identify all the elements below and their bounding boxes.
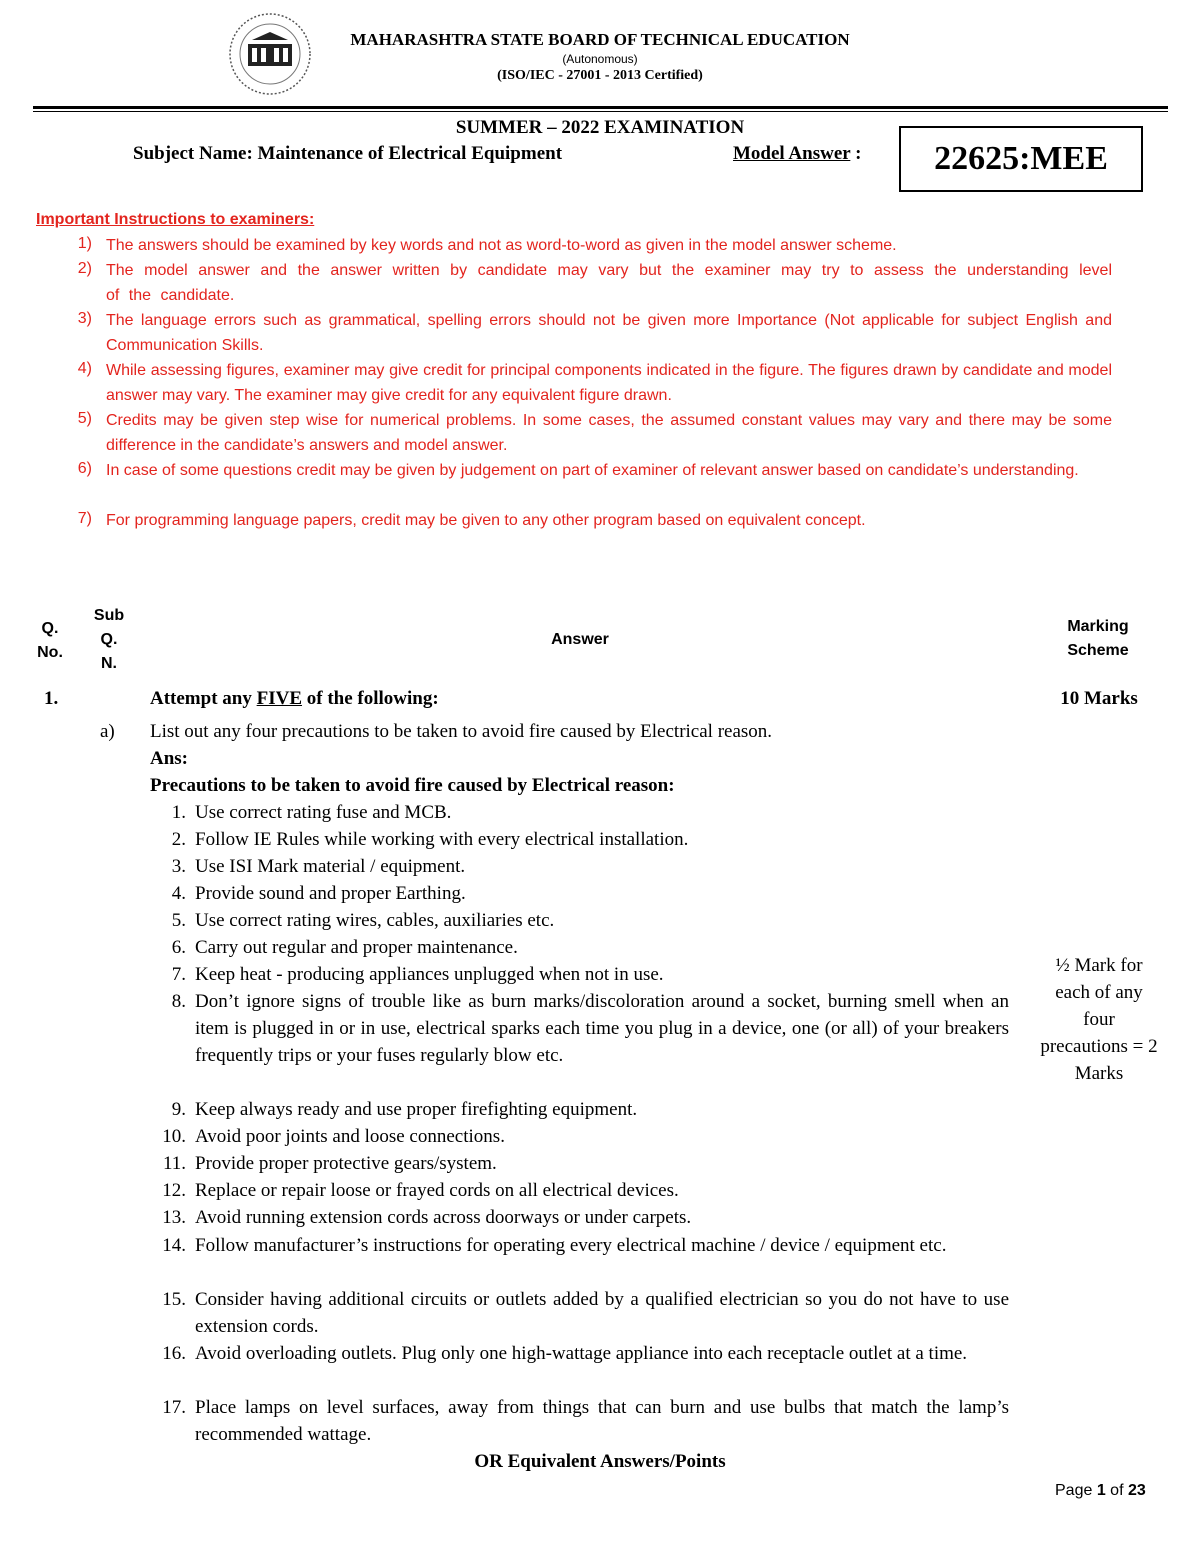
sub-question-text: List out any four precautions to be taken to avoid fire caused by Electrical reason.: [150, 721, 773, 742]
exam-title: SUMMER – 2022 EXAMINATION: [455, 117, 745, 138]
col-header-sub-q: Sub Q. N.: [93, 607, 125, 672]
page-number: [1055, 1482, 1146, 1500]
ans-label: Ans:: [150, 748, 189, 769]
list-item-number: 17.: [162, 1397, 186, 1418]
instruction-text: The language errors such as grammatical, spelling errors should not be given more Importance (Not applicable for subject English and Communication Skills.: [106, 312, 1112, 354]
list-item: Replace or repair loose or frayed cords on all electrical devices.: [195, 1180, 679, 1201]
list-item-number: 5.: [171, 910, 186, 931]
page-of: of: [1105, 1482, 1128, 1499]
list-item-number: 14.: [162, 1235, 186, 1256]
list-item: Carry out regular and proper maintenance.: [195, 937, 518, 958]
list-item-number: 6.: [171, 937, 186, 958]
subject-name: Subject Name: Maintenance of Electrical Equipment: [133, 143, 563, 164]
list-item: Avoid running extension cords across doorways or under carpets.: [195, 1207, 692, 1228]
question-marks: 10 Marks: [1060, 688, 1138, 709]
col-header-q-no: Q. No.: [37, 620, 63, 661]
question-number: 1.: [44, 688, 59, 709]
question-suffix: of the following:: [302, 688, 439, 709]
list-item: Follow IE Rules while working with every electrical installation.: [195, 829, 689, 850]
list-item-number: 13.: [162, 1207, 186, 1228]
answer-heading: Precautions to be taken to avoid fire caused by Electrical reason:: [150, 775, 675, 796]
question-instruction: [150, 685, 439, 712]
list-item-number: 10.: [162, 1126, 186, 1147]
list-item: Avoid poor joints and loose connections.: [195, 1126, 505, 1147]
page-current: 1: [1096, 1482, 1106, 1499]
iso-certification: (ISO/IEC - 27001 - 2013 Certified): [497, 68, 703, 83]
list-item: Place lamps on level surfaces, away from things that can burn and use bulbs that match the lamp’s recommended wattage.: [195, 1397, 1009, 1445]
list-item: Follow manufacturer’s instructions for operating every electrical machine / device / equipment etc.: [195, 1235, 947, 1256]
list-item-number: 11.: [162, 1153, 186, 1174]
col-header-marking: Marking Scheme: [1067, 618, 1129, 659]
instruction-number: 2): [77, 260, 92, 277]
instruction-number: 1): [77, 235, 92, 252]
header-divider-thin: [33, 111, 1168, 112]
or-equivalent-line: OR Equivalent Answers/Points: [474, 1451, 726, 1472]
list-item: Provide sound and proper Earthing.: [195, 883, 466, 904]
instruction-text: The answers should be examined by key words and not as word-to-word as given in the model answer scheme.: [106, 237, 897, 254]
instruction-text: While assessing figures, examiner may give credit for principal components indicated in the figure. The figures drawn by candidate and model answer may vary. The examiner may give credit for any equivalent figure drawn.: [106, 362, 1112, 404]
list-item: Use ISI Mark material / equipment.: [195, 856, 466, 877]
header-divider: [33, 106, 1168, 109]
model-answer-colon: :: [855, 143, 862, 164]
list-item-number: 1.: [171, 802, 186, 823]
list-item-number: 3.: [171, 856, 186, 877]
list-item-number: 15.: [162, 1289, 186, 1310]
instruction-text: The model answer and the answer written by candidate may vary but the examiner may try to assess the understanding level of the candidate.: [106, 262, 1112, 304]
marking-note: ½ Mark for each of any four precautions = 2 Marks: [1040, 955, 1158, 1084]
instruction-text: For programming language papers, credit may be given to any other program based on equivalent concept.: [106, 512, 866, 529]
sub-question-label: a): [100, 721, 115, 742]
instruction-number: 3): [77, 310, 92, 327]
model-answer-text: Model Answer: [733, 143, 851, 164]
subject-code-box: 22625:MEE: [899, 126, 1143, 192]
autonomous-label: (Autonomous): [562, 52, 638, 66]
list-item-number: 9.: [171, 1099, 186, 1120]
list-item: Consider having additional circuits or outlets added by a qualified electrician so you do not have to use extension cords.: [195, 1289, 1009, 1337]
page-total: 23: [1127, 1482, 1146, 1499]
list-item: Use correct rating fuse and MCB.: [195, 802, 452, 823]
col-header-answer: Answer: [551, 631, 609, 648]
list-item-number: 7.: [171, 964, 186, 985]
list-item: Keep always ready and use proper firefighting equipment.: [195, 1099, 638, 1120]
instruction-number: 5): [77, 410, 92, 427]
question-five: FIVE: [256, 688, 303, 709]
org-name: MAHARASHTRA STATE BOARD OF TECHNICAL EDUCATION: [350, 30, 850, 49]
list-item: Don’t ignore signs of trouble like as burn marks/discoloration around a socket, burning smell when an item is plugged in or in use, electrical sparks each time you plug in a device, one (or all) of your breakers frequently trips or your fuses regularly blow etc.: [195, 991, 1009, 1066]
list-item-number: 4.: [171, 883, 186, 904]
list-item-number: 16.: [162, 1343, 186, 1364]
instruction-number: 7): [77, 510, 92, 527]
model-answer-label: [733, 143, 861, 165]
list-item-number: 8.: [171, 991, 186, 1012]
instruction-number: 6): [77, 460, 92, 477]
list-item: Provide proper protective gears/system.: [195, 1153, 497, 1174]
list-item-number: 12.: [162, 1180, 186, 1201]
instruction-text: Credits may be given step wise for numerical problems. In some cases, the assumed constant values may vary and there may be some difference in the candidate’s answers and model answer.: [106, 412, 1112, 454]
list-item: Keep heat - producing appliances unplugged when not in use.: [195, 964, 664, 985]
instruction-text: In case of some questions credit may be given by judgement on part of examiner of relevant answer based on candidate’s understanding.: [106, 462, 1079, 479]
instructions-title: Important Instructions to examiners:: [36, 211, 315, 228]
page-prefix: Page: [1055, 1482, 1097, 1499]
question-prefix: Attempt any: [150, 688, 257, 709]
list-item: Avoid overloading outlets. Plug only one high-wattage appliance into each receptacle outlet at a time.: [195, 1343, 968, 1364]
list-item: Use correct rating wires, cables, auxiliaries etc.: [195, 910, 555, 931]
instruction-number: 4): [77, 360, 92, 377]
list-item-number: 2.: [171, 829, 186, 850]
